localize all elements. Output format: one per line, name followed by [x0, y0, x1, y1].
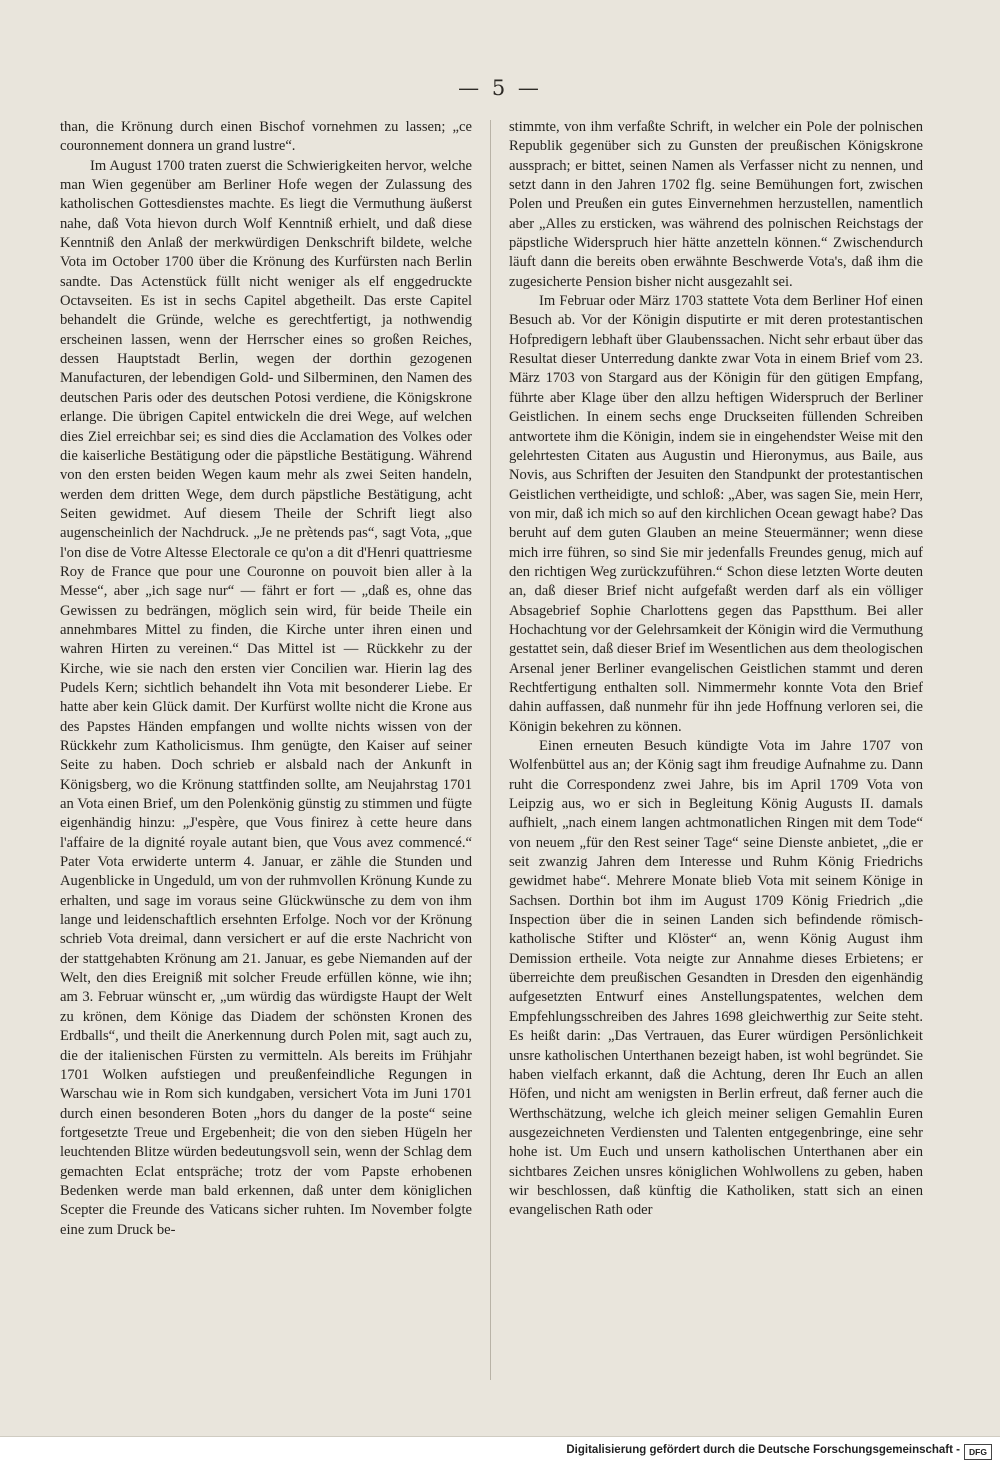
footer-bar — [0, 1436, 1000, 1465]
paragraph: stimmte, von ihm verfaßte Schrift, in welcher ein Pole der polnischen Republik gegenüber sich zu Gunsten der preußischen Königskrone aussprach; er bittet, seinen Namen als Verfasser nicht zu nennen, und setzt dann in den Jahren 1702 flg. seine Bemühungen fort, zwischen Polen und Preußen ein gutes Einvernehmen herzustellen, namentlich aber „Alles zu ersticken, was während des polnischen Reichstags der päpstliche Widerspruch hier hätte anzetteln können.“ Zwischendurch läuft dann die bereits oben erwähnte Beschwerde Vota's, daß ihm die zugesicherte Pension bisher nicht ausgezahlt sei. — [509, 119, 923, 290]
right-text-column — [509, 118, 923, 1221]
page-number: — 5 — — [458, 76, 542, 100]
paragraph: Im August 1700 traten zuerst die Schwierigkeiten hervor, welche man Wien gegenüber am Berliner Hofe wegen der Zulassung des katholischen Gottesdienstes machte. Es liegt die Vermuthung äußerst nahe, daß Vota hievon durch Wolf Kenntniß erhielt, und daß diese Kenntniß den Anlaß der merkwürdigen Denkschrift bildete, welche Vota im October 1700 über die Krönung des Kurfürsten nach Berlin sandte. Das Actenstück füllt nicht weniger als elf enggedruckte Octavseiten. Es ist in sechs Capitel abgetheilt. Das erste Capitel behandelt die Gründe, welche es gerechtfertigt, ja nothwendig erscheinen lassen, wenn der Herrscher eines so großen Reiches, dessen Hauptstadt Berlin, wegen der dorthin gezogenen Manufacturen, der lebendigen Gold- und Silberminen, den Namen des deutschen Paris oder des deutschen Potosi verdiene, die Königskrone erlange. Die übrigen Capitel entwickeln die drei Wege, auf welchen dies Ziel erreichbar sei; es sind dies die Acclamation des Volkes oder die kaiserliche Bestätigung oder die päpstliche Bestätigung. Während von den ersten beiden Wegen kaum mehr als zwei Seiten handeln, werden dem dritten Wege, dem durch päpstliche Bestätigung, acht Seiten gewidmet. Auf diesem Theile der Schrift liegt also augenscheinlich der Nachdruck. „Je ne prètends pas“, sagt Vota, „que l'on dise de Votre Altesse Electorale ce qu'on a dit d'Henri quattriesme Roy de France que pour une Couronne on pouvoit bien aller à la Messe“, aber „ich sage nur“ — fährt er fort — „daß es, ohne das Gewissen zu bedrängen, möglich sein wird, für beide Theile ein annehmbares Mittel zu finden, die Kirche unter ihren einen und wahren Hirten zu vereinen.“ Das Mittel ist — Rückkehr zu der Kirche, wie sie nach den ersten vier Concilien war. Hierin lag des Pudels Kern; sichtlich behandelt ihn Vota mit besonderer Liebe. Er hatte aber kein Glück damit. Der Kurfürst wollte nicht die Krone aus des Papstes Händen empfangen und wollte nichts wissen von der Rückkehr zum Katholicismus. Ihm genügte, den Kaiser auf seiner Seite zu haben. Doch schrieb er alsbald nach der Ankunft in Königsberg, wo die Krönung stattfinden sollte, am Neujahrstag 1701 an Vota einen Brief, um den Polenkönig günstig zu stimmen und fügte eigenhändig hinzu: „J'espère, que Vous finirez à cette heure dans l'affaire de la dignité royale autant bien, que Vous avez commencé.“ Pater Vota erwiderte unterm 4. Januar, er zähle die Stunden und Augenblicke in Ungeduld, um von der ruhmvollen Krönung Kunde zu erhalten, und sage im voraus seine Glückwünsche zu dem von ihm lange und leidenschaftlich ersehnten Erfolge. Noch vor der Krönung schrieb Vota dreimal, dann versichert er auf die erste Nachricht von der stattgehabten Krönung am 21. Januar, es gebe Niemanden auf der Welt, den dies Ereigniß mit solcher Freude erfüllen könne, wie ihn; am 3. Februar wünscht er, „um würdig das würdigste Haupt der Welt zu krönen, dem Könige das Diadem der schönsten Kronen des Erdballs“, und theilt die Anerkennung durch Polen mit, sagt auch zu, die der italienischen Fürsten zu vermitteln. Als bereits im Frühjahr 1701 Wolken aufstiegen und preußenfeindliche Regungen in Warschau wie in Rom sich kundgaben, versichert Vota im Juni 1701 durch einen besonderen Boten „hors du danger de la poste“ seine fortgesetzte Treue und Ergebenheit; die von den sieben Hügeln her leuchtenden Blitze würden bedeutungsvoll sein, wenn der Schlag dem gemachten Eclat entspräche; trotz der vom Papste erhobenen Bedenken werde man bald erkennen, daß unter dem königlichen Scepter die Freunde des Vaticans sicher ruhten. Im November folgte eine zum Druck be- — [60, 157, 472, 1238]
dfg-logo-icon: DFG — [964, 1444, 992, 1460]
paragraph: Im Februar oder März 1703 stattete Vota dem Berliner Hof einen Besuch ab. Vor der Königin disputirte er mit deren protestantischen Hofpredigern lebhaft über Glaubenssachen. Nicht sehr erbaut über das Resultat dieser Unterredung dankte zwar Vota in einem Brief vom 23. März 1703 von Stargard aus der Königin für den gütigen Empfang, führte aber Klage über den allzu heftigen Widerspruch der Berliner Geistlichen. In einem sechs enge Druckseiten füllenden Schreiben antwortete ihm die Königin, indem sie in eingehendster Weise mit den gelehrtesten Citaten aus Augustin und Hieronymus, aus Baile, aus Novis, aus Schriften der Jesuiten den Standpunkt der protestantischen Geistlichen vertheidigte, und schloß: „Aber, was sagen Sie, mein Herr, von mir, daß ich mich so auf den kirchlichen Ocean gewagt habe? Das beruht auf dem guten Glauben an meine Steuermänner; wenn diese mich irre führen, so sind Sie mir jedenfalls Freundes genug, mich auf den richtigen Weg zurückzuführen.“ Schon diese letzten Worte deuten an, daß dieser Brief nicht aufgefaßt werden darf als ein völliger Absagebrief Sophie Charlottens gegen das Papstthum. Bei aller Hochachtung vor der Gelehrsamkeit der Königin wird die Vermuthung gestattet sein, daß dieser Brief im Wesentlichen aus dem theologischen Arsenal jener Berliner evangelischen Geistlichen stammt und deren Rechtfertigung enthalten soll. Nimmermehr konnte Vota den Brief dahin auffassen, daß nunmehr für ihn jede Hoffnung verloren sei, die Königin bekehren zu können. — [509, 293, 923, 735]
paragraph: than, die Krönung durch einen Bischof vornehmen zu lassen; „ce couronnement donnera un grand lustre“. — [60, 119, 472, 155]
paragraph: Einen erneuten Besuch kündigte Vota im Jahre 1707 von Wolfenbüttel aus an; der König sagt ihm freudige Aufnahme zu. Dann ruht die Correspondenz zwei Jahre, bis im April 1709 Vota von Leipzig aus, wo er sich in Begleitung König Augusts II. damals aufhielt, „nach einem langen achtmonatlichen Ringen mit dem Tode“ von neuem „für den Rest seiner Tage“ seine Dienste anbietet, „die er seit zwanzig Jahren dem Interesse und Ruhm König Friedrichs gewidmet habe“. Mehrere Monate blieb Vota mit seinem Könige in Sachsen. Dorthin bot ihm im August 1709 König Friedrich „die Inspection über die in seinen Landen sich befindende römisch-katholische Stifter und Klöster“ an, wenn König August ihm Demission ertheile. Vota neigte zur Annahme dieses Erbietens; er überreichte dem preußischen Gesandten in Dresden den eigenhändig aufgesetzten Entwurf eines Anstellungspatentes, welchen dem Empfehlungsschreiben des Jahres 1698 gleichwerthig zur Seite steht. Es heißt darin: „Das Vertrauen, das Eurer würdigen Persönlichkeit unsre katholischen Unterthanen bezeigt haben, ist wohl begründet. Sie haben vielfach erkannt, daß die Achtung, deren Ihr Euch an allen Höfen, und nicht am wenigsten in Berlin erfreut, daß ferner auch die Werthschätzung, welche ich gleich meiner seligen Gemahlin Euren ausgezeichneten Verdiensten und Talenten entgegenbringe, eine sehr hohe ist. Um Euch und unsern katholischen Unterthanen aber ein sichtbares Zeichen unsres königlichen Wohlwollens zu geben, haben wir beschlossen, daß künftig die Katholiken, statt sich an einen evangelischen Rath oder — [509, 738, 923, 1219]
funding-note: Digitalisierung gefördert durch die Deutsche Forschungsgemeinschaft - — [566, 1444, 960, 1456]
column-divider — [490, 120, 491, 1380]
left-text-column — [60, 118, 472, 1240]
